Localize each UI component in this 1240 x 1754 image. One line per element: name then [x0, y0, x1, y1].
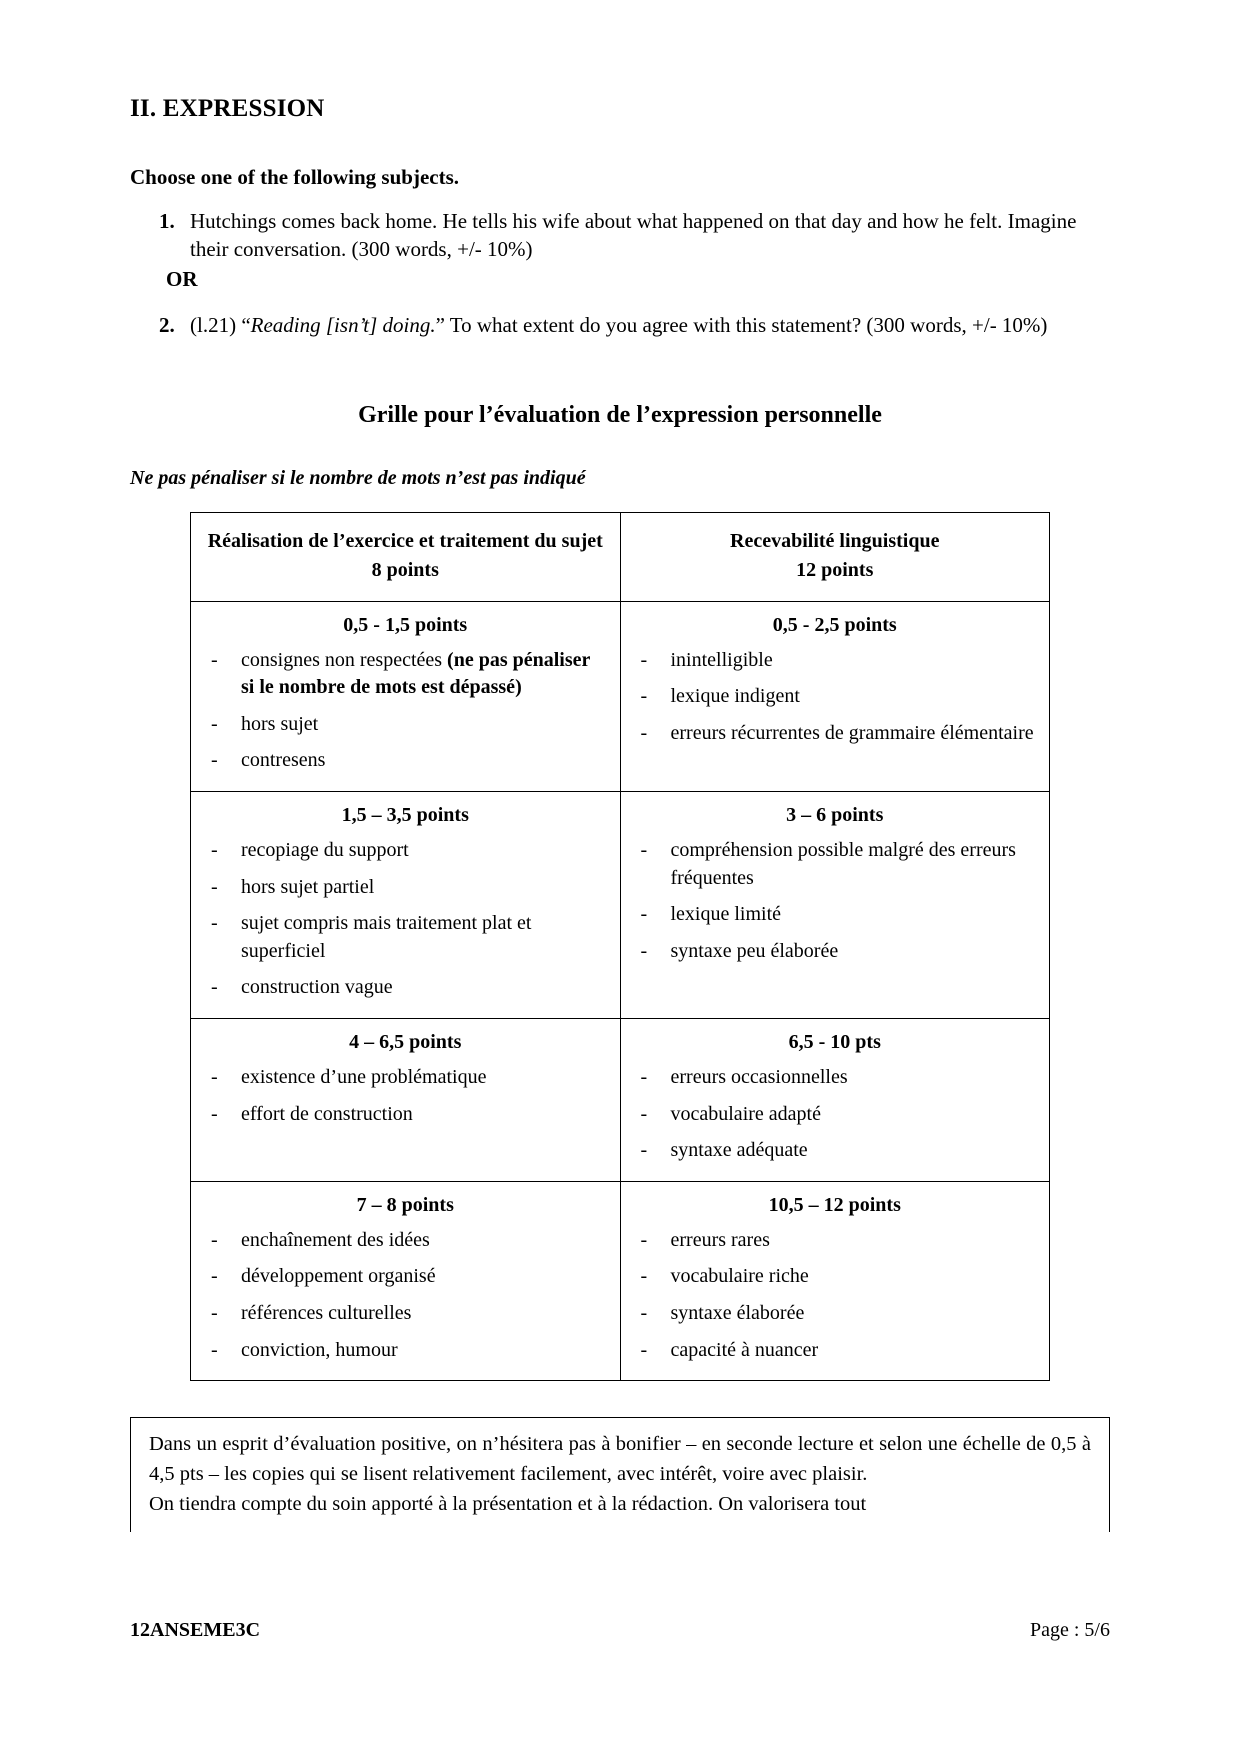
list-item: - syntaxe peu élaborée — [635, 938, 1036, 966]
list-item — [180, 312, 1110, 340]
page-title: II. EXPRESSION — [130, 95, 325, 122]
column-header-right-line2: 12 points — [796, 558, 874, 581]
list-item — [205, 647, 606, 702]
list-item: - erreurs récurrentes de grammaire élémentaire — [635, 720, 1036, 748]
band-4-right — [620, 1181, 1050, 1380]
band-4-left — [191, 1181, 621, 1380]
subjects-list — [130, 208, 1110, 264]
criteria-list — [205, 1227, 606, 1364]
column-header-left — [191, 512, 621, 601]
table-row — [191, 792, 1050, 1019]
criteria-list — [205, 647, 606, 775]
subject2-suffix: ” To what extent do you agree with this statement? (300 words, +/- 10%) — [435, 312, 1048, 337]
list-item: - erreurs rares — [635, 1227, 1036, 1255]
subject2-quote: Reading [isn’t] doing. — [250, 312, 436, 337]
table-row — [191, 601, 1050, 791]
list-item: - développement organisé — [205, 1263, 606, 1291]
list-item: - conviction, humour — [205, 1337, 606, 1365]
column-header-right-line1: Recevabilité linguistique — [730, 529, 940, 552]
list-item: - capacité à nuancer — [635, 1337, 1036, 1365]
column-header-left-line2: 8 points — [371, 558, 439, 581]
criteria-list — [635, 1227, 1036, 1364]
page-footer — [130, 1619, 1110, 1642]
band-score: 1,5 – 3,5 points — [341, 804, 469, 827]
list-item: - syntaxe élaborée — [635, 1300, 1036, 1328]
criteria-list — [635, 837, 1036, 965]
bonus-note-paragraph-1: Dans un esprit d’évaluation positive, on n’hésitera pas à bonifier – en seconde lecture et selon une échelle de 0,5 à 4,5 pts – les copies qui se lisent relativement facilement, avec intérêt, voire avec plaisir. — [149, 1433, 1091, 1485]
list-item: - compréhension possible malgré des erreurs fréquentes — [635, 837, 1036, 892]
grid-title: Grille pour l’évaluation de l’expression personnelle — [358, 401, 882, 428]
criteria-list — [205, 1064, 606, 1128]
criterion-text: consignes non respectées — [241, 648, 448, 671]
list-item: - contresens — [205, 747, 606, 775]
table-row — [191, 1019, 1050, 1182]
criteria-list — [205, 837, 606, 1002]
criterion-emphasis: (ne pas pénaliser si le nombre de mots est dépassé) — [241, 648, 591, 699]
band-1-left — [191, 601, 621, 791]
band-1-right — [620, 601, 1050, 791]
list-item: - erreurs occasionnelles — [635, 1064, 1036, 1092]
band-score: 3 – 6 points — [786, 804, 884, 827]
list-item: - inintelligible — [635, 647, 1036, 675]
bonus-note-paragraph-2: On tiendra compte du soin apporté à la présentation et à la rédaction. On valorisera tout — [149, 1492, 867, 1515]
list-item: - hors sujet partiel — [205, 874, 606, 902]
list-item: - vocabulaire riche — [635, 1263, 1036, 1291]
bonus-note-box — [130, 1417, 1110, 1532]
list-item: - références culturelles — [205, 1300, 606, 1328]
band-score: 6,5 - 10 pts — [788, 1031, 881, 1054]
list-item: - vocabulaire adapté — [635, 1101, 1036, 1129]
grid-note: Ne pas pénaliser si le nombre de mots n’est pas indiqué — [130, 466, 586, 489]
exam-code: 12ANSEME3C — [130, 1619, 261, 1641]
list-item: - effort de construction — [205, 1101, 606, 1129]
list-item: - existence d’une problématique — [205, 1064, 606, 1092]
band-3-left — [191, 1019, 621, 1182]
list-item: - lexique limité — [635, 901, 1036, 929]
band-score: 4 – 6,5 points — [349, 1031, 462, 1054]
table-row — [191, 1181, 1050, 1380]
list-item: - syntaxe adéquate — [635, 1137, 1036, 1165]
list-item: 1. Hutchings comes back home. He tells his wife about what happened on that day and how he felt. Imagine their conversation. (300 words, +/- 10%) — [180, 208, 1110, 264]
list-item: - enchaînement des idées — [205, 1227, 606, 1255]
band-score: 0,5 - 1,5 points — [343, 613, 468, 636]
subject2-prefix: (l.21) “ — [190, 312, 251, 337]
column-header-left-line1: Réalisation de l’exercice et traitement du sujet — [207, 529, 603, 552]
list-item: - construction vague — [205, 974, 606, 1002]
band-3-right — [620, 1019, 1050, 1182]
list-item: - recopiage du support — [205, 837, 606, 865]
band-score: 10,5 – 12 points — [768, 1193, 901, 1216]
band-score: 7 – 8 points — [356, 1193, 454, 1216]
table-row — [191, 512, 1050, 601]
or-label: OR — [166, 266, 198, 291]
band-2-left — [191, 792, 621, 1019]
list-item: - hors sujet — [205, 711, 606, 739]
column-header-right — [620, 512, 1050, 601]
list-item: - lexique indigent — [635, 683, 1036, 711]
criteria-list — [635, 1064, 1036, 1165]
list-item: - sujet compris mais traitement plat et superficiel — [205, 910, 606, 965]
subjects-list-2 — [130, 312, 1110, 340]
page-number: Page : 5/6 — [1030, 1619, 1110, 1641]
band-score: 0,5 - 2,5 points — [772, 613, 897, 636]
evaluation-grid — [190, 512, 1050, 1382]
instruction-text: Choose one of the following subjects. — [130, 165, 459, 189]
band-2-right — [620, 792, 1050, 1019]
criteria-list — [635, 647, 1036, 748]
